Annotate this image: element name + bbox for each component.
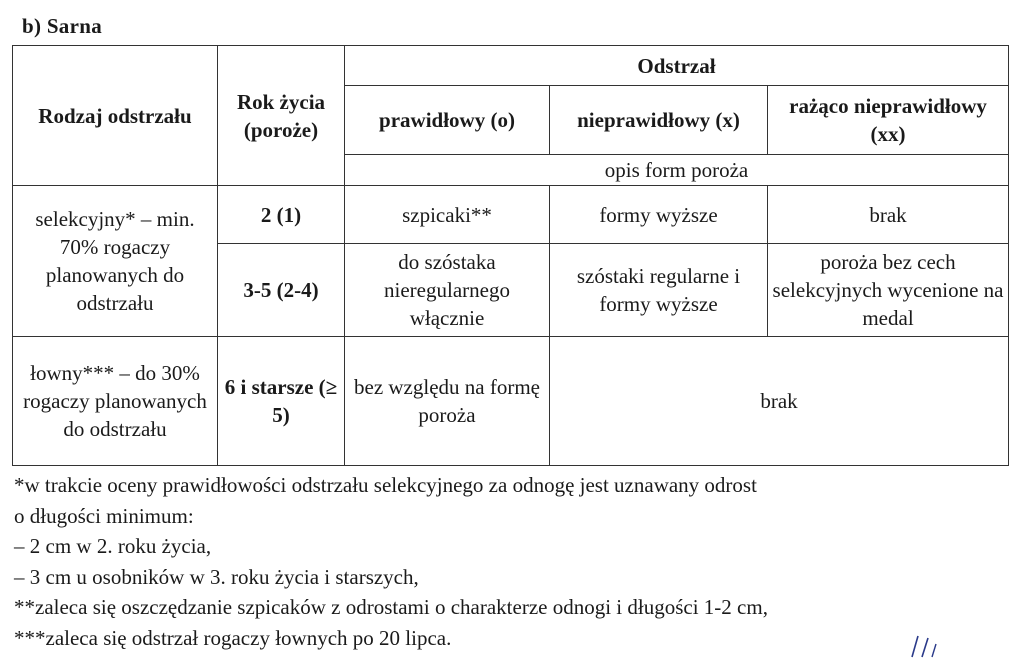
table-row (13, 337, 1009, 466)
section-title: b) Sarna (22, 14, 103, 38)
cell-rodzaj-selekcyjny: selekcyjny* – min. 70% rogaczy planowanych do odstrzału (13, 186, 218, 337)
header-prawidlowy: prawidłowy (o) (345, 86, 550, 155)
cell-razaco: brak (768, 186, 1009, 244)
handwritten-mark-icon (902, 630, 962, 658)
footnote-line: **zaleca się oszczędzanie szpicaków z odrostami o charakterze odnogi i długości 1-2 cm, (14, 595, 768, 619)
cell-rok: 2 (1) (218, 186, 345, 244)
header-nieprawidlowy: nieprawidłowy (x) (550, 86, 768, 155)
footnote-line: *w trakcie oceny prawidłowości odstrzału selekcyjnego za odnogę jest uznawany odrost (14, 473, 757, 497)
cell-prawidlowy: bez względu na formę poroża (345, 337, 550, 466)
header-odstrzal: Odstrzał (345, 46, 1009, 86)
cell-rok: 6 i starsze (≥ 5) (218, 337, 345, 466)
header-rodzaj: Rodzaj odstrzału (13, 46, 218, 186)
footnote-line: ***zaleca się odstrzał rogaczy łownych po 20 lipca. (14, 625, 452, 650)
header-razaco: rażąco nieprawidłowy (xx) (768, 86, 1009, 155)
cell-prawidlowy: do szóstaka nieregularnego włącznie (345, 244, 550, 337)
cell-nieprawidlowy-razaco: brak (550, 337, 1009, 466)
cell-nieprawidlowy: formy wyższe (550, 186, 768, 244)
footnotes (14, 470, 1014, 653)
header-row (13, 46, 1009, 86)
footnote-line: – 3 cm u osobników w 3. roku życia i starszych, (14, 564, 419, 589)
cell-prawidlowy: szpicaki** (345, 186, 550, 244)
table-row (13, 186, 1009, 244)
header-opis: opis form poroża (345, 155, 1009, 186)
footnote-line: – 2 cm w 2. roku życia, (14, 534, 212, 558)
header-rok: Rok życia (poroże) (218, 46, 345, 186)
cell-razaco: poroża bez cech selekcyjnych wycenione na medal (768, 244, 1009, 337)
roe-deer-culling-table (12, 45, 1009, 466)
cell-rok: 3-5 (2-4) (218, 244, 345, 337)
cell-nieprawidlowy: szóstaki regularne i formy wyższe (550, 244, 768, 337)
cell-rodzaj-lowny: łowny*** – do 30% rogaczy planowanych do odstrzału (13, 337, 218, 466)
footnote-line: o długości minimum: (14, 503, 194, 528)
